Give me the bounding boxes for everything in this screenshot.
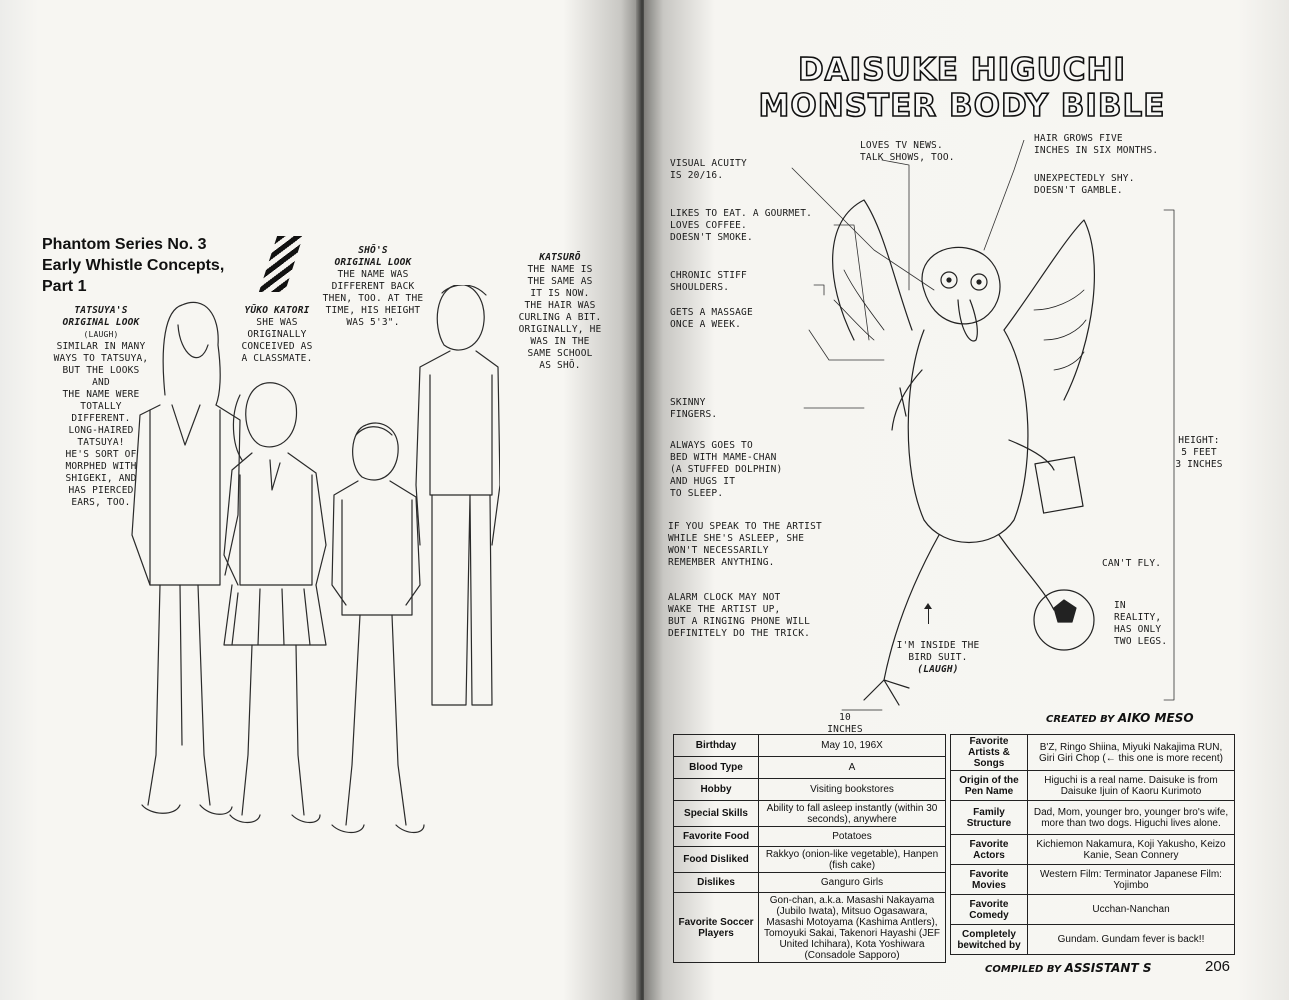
profile-table-right [950,734,1235,955]
table-row [674,827,946,847]
annotation-line: REMEMBER ANYTHING. [668,557,775,568]
annotation-line: TO SLEEP. [670,488,724,499]
character-sketches-illustration [120,285,500,865]
row-value: Gundam. Gundam fever is back!! [1028,925,1235,955]
annotation-line: AND HUGS IT [670,476,736,487]
row-key: Favorite Actors [951,835,1028,865]
row-key: Dislikes [674,873,759,893]
annotation-cant-fly: CAN'T FLY. [1102,558,1162,569]
row-value: A [759,757,946,779]
katsuro-sketch [416,285,500,705]
table-row [951,925,1235,955]
row-value: Higuchi is a real name. Daisuke is from Daisuke Ijuin of Kaoru Kurimoto [1028,771,1235,801]
row-value: B'Z, Ringo Shiina, Miyuki Nakajima RUN, Giri Giri Chop (← this one is more recent) [1028,735,1235,771]
table-row [951,801,1235,835]
note-line: TOTALLY DIFFERENT. [71,401,131,424]
table-row [951,835,1235,865]
annotation-line: WHILE SHE'S ASLEEP, SHE [668,533,805,544]
annotation-line: LOVES COFFEE. [670,220,747,231]
note-line: TATSUYA! [77,437,125,448]
page-number: 206 [1205,958,1231,975]
annotation-line: BED WITH MAME-CHAN [670,452,777,463]
annotation-line: IN [1114,600,1126,611]
annotation-line: WAKE THE ARTIST UP, [668,604,781,615]
row-value: Rakkyo (onion-like vegetable), Hanpen (fish cake) [759,847,946,873]
table-row [951,771,1235,801]
bag-sketch [1035,457,1083,513]
note-line: WAYS TO TATSUYA, [53,353,149,364]
note-line: AS SHŌ. [539,360,581,371]
note-line: CURLING A BIT. [518,312,602,323]
annotation-line: FINGERS. [670,409,718,420]
table-row [674,801,946,827]
note-line: SHIGEKI, AND [65,473,137,484]
row-value: Potatoes [759,827,946,847]
row-key: Favorite Artists & Songs [951,735,1028,771]
row-key: Favorite Movies [951,865,1028,895]
annotation-line: VISUAL ACUITY [670,158,747,169]
table-row [674,847,946,873]
note-line: HAS PIERCED [68,485,134,496]
note-line: THE HAIR WAS [524,300,596,311]
table-row [674,893,946,963]
row-key: Completely bewitched by [951,925,1028,955]
striped-banner-decoration [259,236,303,292]
note-line: WAS 5'3". [346,317,400,328]
note-line: A CLASSMATE. [241,353,313,364]
bird-head [922,247,1000,323]
table-row [674,735,946,757]
note-title: ORIGINAL LOOK [62,317,140,328]
annotation-line: (LAUGH) [917,664,959,675]
heading-line: Part 1 [42,278,87,295]
note-line: CONCEIVED AS [241,341,313,352]
note-line: THEN, TOO. AT THE [322,293,424,304]
note-line: LONG-HAIRED [68,425,134,436]
annotation-line: (A STUFFED DOLPHIN) [670,464,783,475]
compiled-by [985,961,1151,975]
annotation-line: BIRD SUIT. [908,652,968,663]
heading-line: Phantom Series No. 3 [42,236,207,253]
row-value: Kichiemon Nakamura, Koji Yakusho, Keizo Kanie, Sean Connery [1028,835,1235,865]
created-by [1046,711,1194,725]
bird-mascot-illustration [734,140,1194,720]
note-title: SHŌ'S [358,245,388,256]
annotation-line: SHOULDERS. [670,282,730,293]
title-line: MONSTER BODY BIBLE [758,88,1166,124]
note-line: DIFFERENT BACK [331,281,415,292]
note-line: SAME SCHOOL [527,348,593,359]
annotation-line: BUT A RINGING PHONE WILL [668,616,811,627]
annotation-line: CHRONIC STIFF [670,270,747,281]
row-value: Gon-chan, a.k.a. Masashi Nakayama (Jubilo Iwata), Mitsuo Ogasawara, Masashi Motoyama (Kashima Antlers), Tomoyuki Sakai, Takenori Hayashi (JEF United Ichihara), Kota Yoshiwara (Consadole Sapporo) [759,893,946,963]
note-line: EARS, TOO. [71,497,131,508]
annotation-line: TALK SHOWS, TOO. [860,152,955,163]
row-value: Dad, Mom, younger bro, younger bro's wife, more than two dogs. Higuchi lives alone. [1028,801,1235,835]
note-line: THE NAME IS [527,264,593,275]
left-page [0,0,640,1000]
note-line: (LAUGH) [83,330,119,339]
note-line: HE'S SORT OF [65,449,137,460]
leader-lines [792,140,1174,700]
bird-left-leg [864,535,939,705]
table-row [674,873,946,893]
annotation-fingers [670,397,717,421]
compiled-by-prefix: COMPILED BY [985,964,1062,975]
table-row [674,779,946,801]
annotation-line: 5 FEET [1181,447,1217,458]
annotation-line: WON'T NECESSARILY [668,545,769,556]
title-line: DAISUKE HIGUCHI [797,52,1127,88]
row-key: Birthday [674,735,759,757]
row-key: Favorite Soccer Players [674,893,759,963]
note-line: THE NAME WERE [62,389,140,400]
annotation-line: GETS A MASSAGE [670,307,753,318]
note-line: BUT THE LOOKS AND [62,365,140,388]
compiled-by-name: ASSISTANT S [1064,961,1152,975]
right-wing [1004,220,1094,400]
row-value: Ganguro Girls [759,873,946,893]
note-line: THE NAME WAS [337,269,409,280]
annotation-line: LOVES TV NEWS. [860,140,943,151]
note-line: TIME, HIS HEIGHT [325,305,421,316]
row-key: Hobby [674,779,759,801]
row-key: Special Skills [674,801,759,827]
bible-title [702,52,1222,124]
annotation-line: IF YOU SPEAK TO THE ARTIST [668,521,822,532]
heading-line: Early Whistle Concepts, [42,257,225,274]
profile-table-left [673,734,946,963]
annotation-line: I'M INSIDE THE [896,640,980,651]
sho-sketch [332,423,424,832]
note-title: TATSUYA'S [74,305,128,316]
bird-right-arm [1009,440,1054,470]
annotation-line: HEIGHT: [1178,435,1220,446]
note-title: YŪKO KATORI [244,305,310,316]
row-key: Favorite Food [674,827,759,847]
annotation-line: HAS ONLY [1114,624,1162,635]
annotation-line: DOESN'T SMOKE. [670,232,753,243]
annotation-line: INCHES IN SIX MONTHS. [1034,145,1159,156]
row-key: Family Structure [951,801,1028,835]
row-key: Origin of the Pen Name [951,771,1028,801]
note-line: THE SAME AS [527,276,593,287]
annotation-line: HAIR GROWS FIVE [1034,133,1123,144]
annotation-line: ALWAYS GOES TO [670,440,753,451]
note-line: MORPHED WITH [65,461,137,472]
created-by-prefix: CREATED BY [1046,714,1115,725]
annotation-line: TWO LEGS. [1114,636,1168,647]
annotation-line: IS 20/16. [670,170,724,181]
row-value: Visiting bookstores [759,779,946,801]
table-row [951,735,1235,771]
note-line: SIMILAR IN MANY [56,341,146,352]
table-row [951,865,1235,895]
bird-body [908,330,1028,543]
katsuro-note [514,252,606,372]
annotation-line: DOESN'T GAMBLE. [1034,185,1123,196]
annotation-line: LIKES TO EAT. A GOURMET. [670,208,813,219]
note-line: IT IS NOW. [530,288,590,299]
row-value: Ucchan-Nanchan [1028,895,1235,925]
bird-left-arm [892,370,922,430]
annotation-line: INCHES [827,724,863,735]
table-row [951,895,1235,925]
tatsuya-sketch [132,302,240,814]
created-by-name: AIKO MESO [1117,711,1194,725]
table-row [674,757,946,779]
annotation-line: 3 INCHES [1175,459,1223,470]
row-value: Ability to fall asleep instantly (within 30 seconds), anywhere [759,801,946,827]
annotation-line: DEFINITELY DO THE TRICK. [668,628,811,639]
note-line: ORIGINALLY, HE [518,324,602,335]
row-value: May 10, 196X [759,735,946,757]
annotation-line: ONCE A WEEK. [670,319,742,330]
annotation-line: UNEXPECTEDLY SHY. [1034,173,1135,184]
note-title: KATSURŌ [539,252,581,263]
bird-right-leg [999,535,1054,610]
note-line: WAS IN THE [530,336,590,347]
annotation-line: REALITY, [1114,612,1162,623]
annotation-line: SKINNY [670,397,706,408]
row-key: Food Disliked [674,847,759,873]
note-title: ORIGINAL LOOK [334,257,412,268]
bird-beak [958,300,977,341]
right-page [644,0,1289,1000]
annotation-line: 10 [839,712,851,723]
row-key: Favorite Comedy [951,895,1028,925]
annotation-line: ALARM CLOCK MAY NOT [668,592,781,603]
note-line: SHE WAS [256,317,298,328]
row-value: Western Film: Terminator Japanese Film: Yojimbo [1028,865,1235,895]
row-key: Blood Type [674,757,759,779]
note-line: ORIGINALLY [247,329,307,340]
